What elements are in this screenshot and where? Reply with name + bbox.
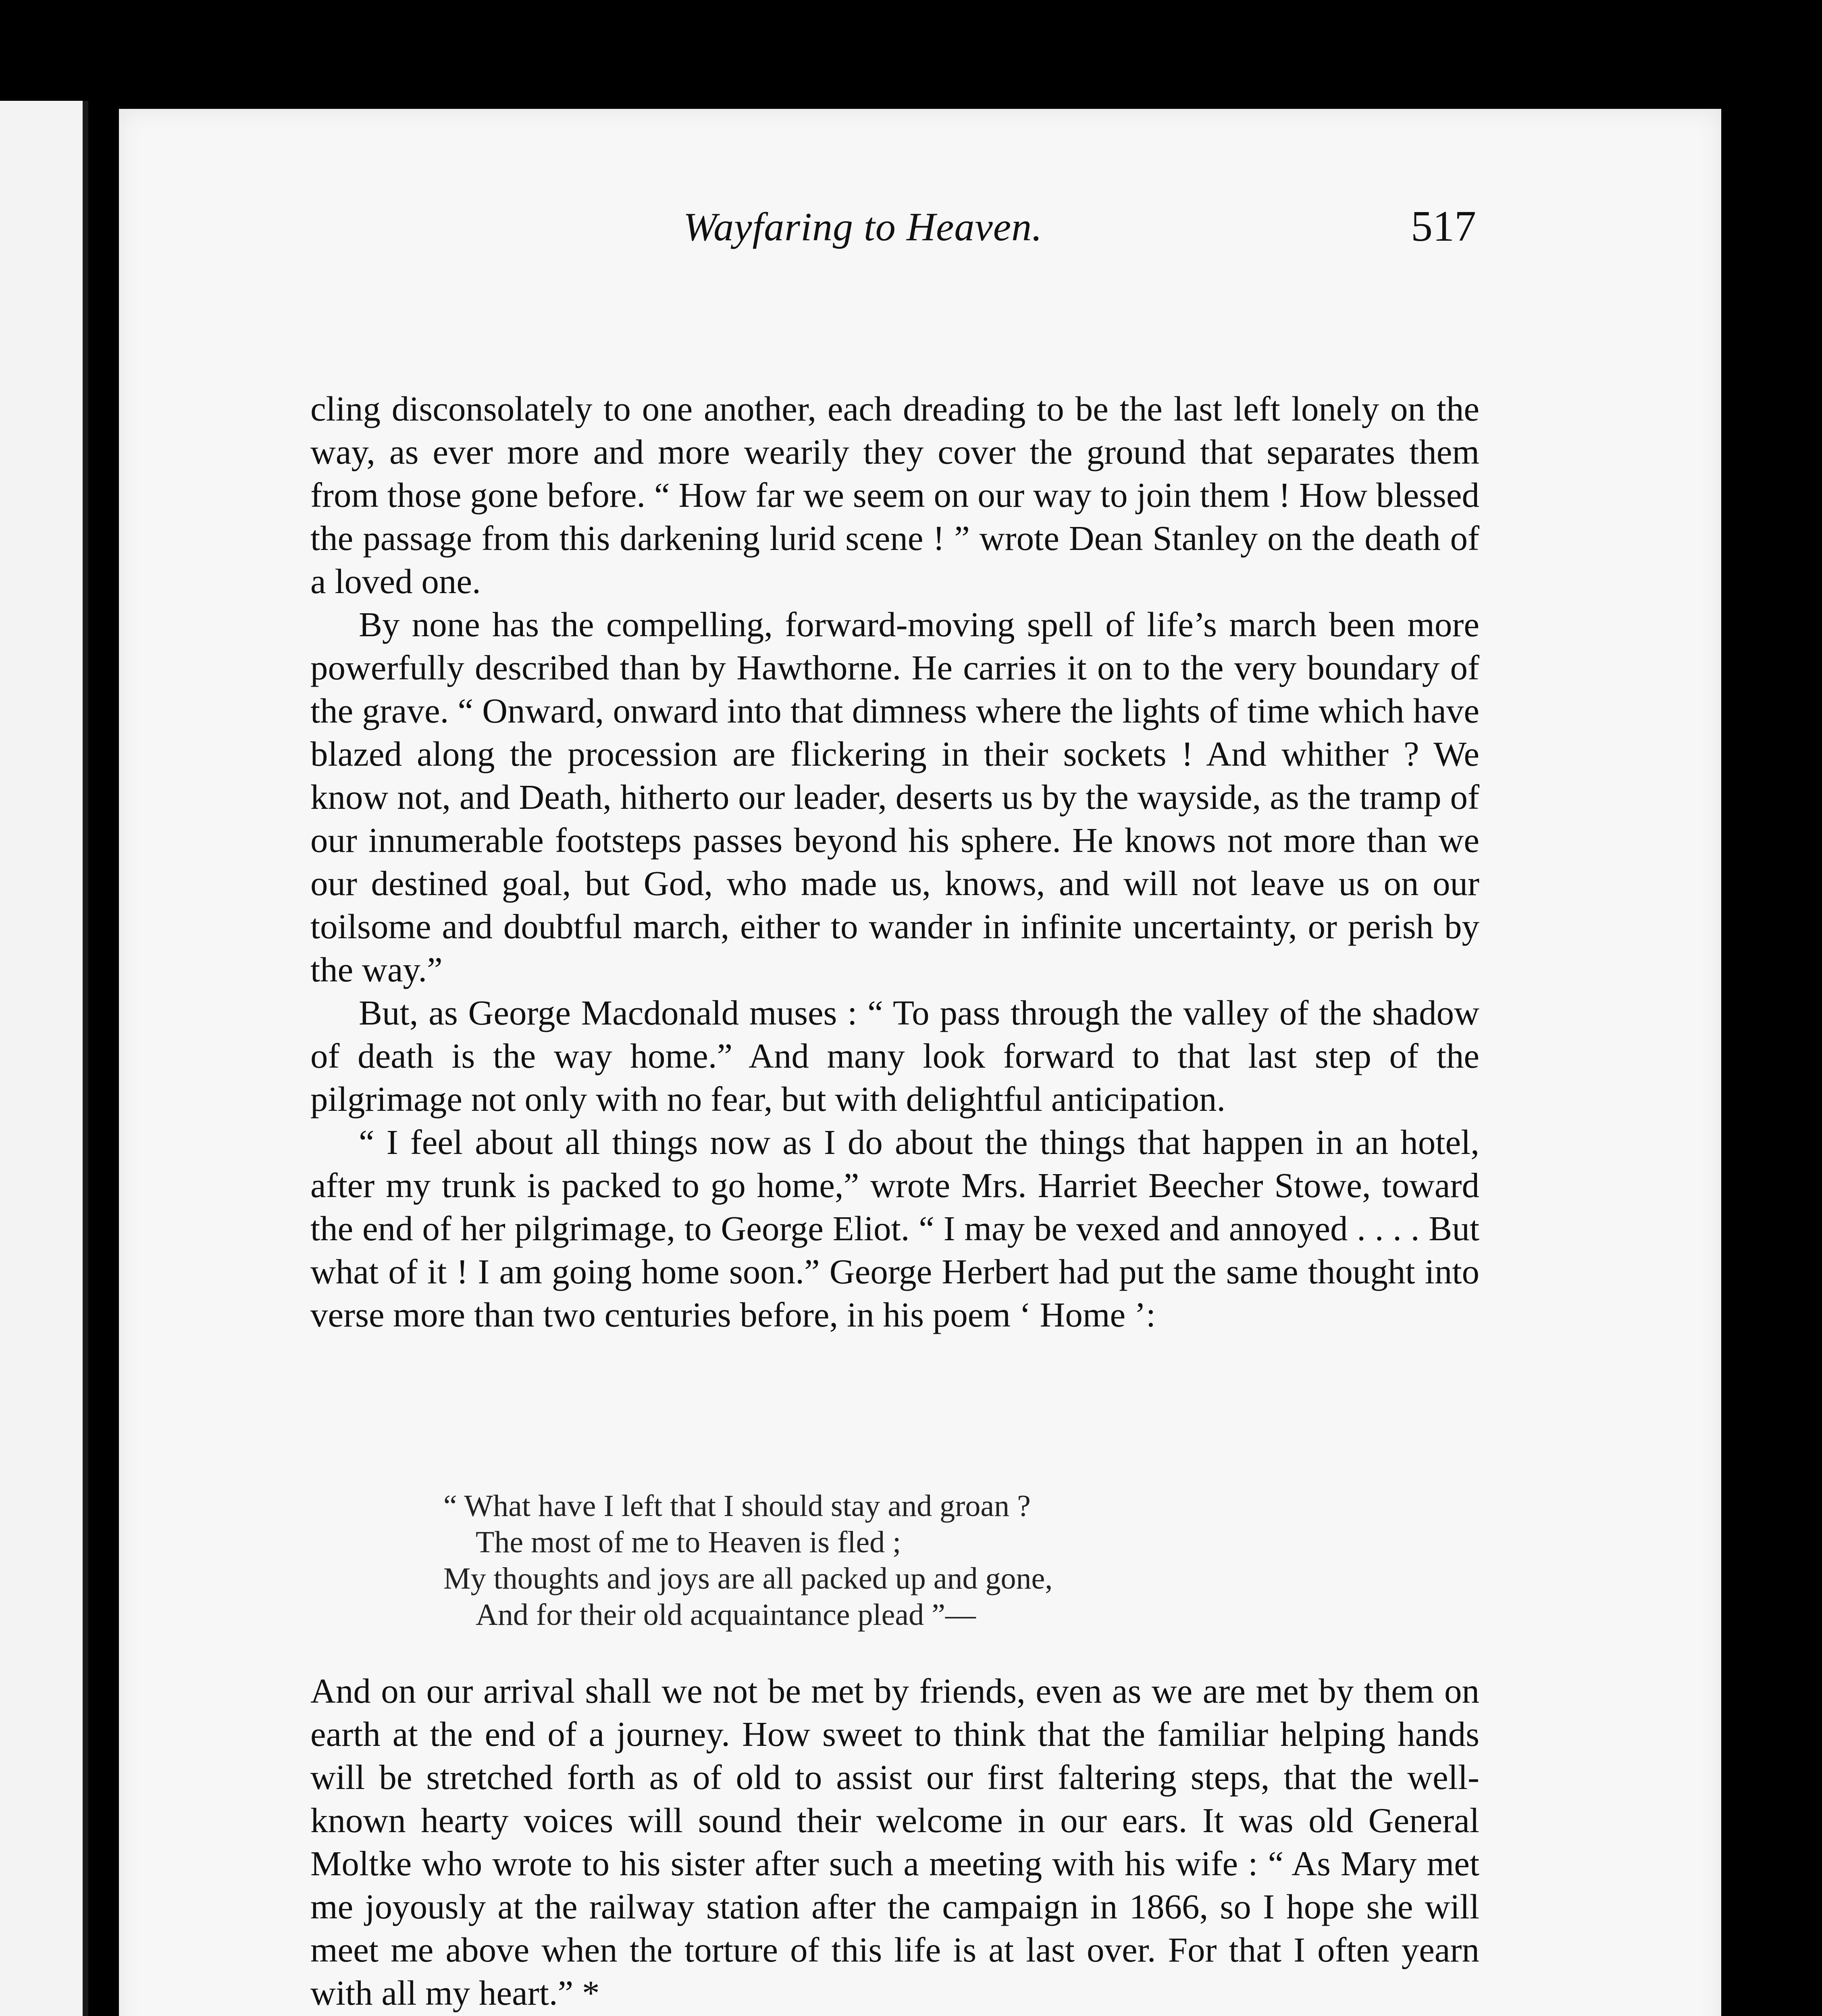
running-title: Wayfaring to Heaven. <box>683 204 1043 249</box>
paragraph: cling disconsolately to one another, each dreading to be the last left lonely on the way, as ever more and more wearily they cover the ground that separates them from those gone before. “ How far we seem on our way to join them ! How blessed the passage from this darkening lurid scene ! ” wrote Dean Stanley on the death of a loved one. <box>310 389 1479 601</box>
paragraph <box>310 2014 1479 2016</box>
previous-page-edge <box>0 101 88 2016</box>
paragraph: By none has the compelling, forward-moving spell of life’s march been more powerfully described than by Hawthorne. He carries it on to the very boundary of the grave. “ Onward, onward into that dimness where the lights of time which have blazed along the procession are flickering in their sockets ! And whither ? We know not, and Death, hitherto our leader, deserts us by the wayside, as the tramp of our innumerable footsteps passes beyond his sphere. He knows not more than we our destined goal, but God, who made us, knows, and will not leave us on our toilsome and doubtful march, either to wander in infinite uncertainty, or perish by the way.” <box>310 605 1479 989</box>
poem-line: My thoughts and joys are all packed up and gone, <box>443 1562 1053 1595</box>
paragraph: But, as George Macdonald muses : “ To pass through the valley of the shadow of death is the way home.” And many look forward to that last step of the pilgrimage not only with no fear, but with delightful anticipation. <box>310 993 1479 1118</box>
paragraph: “ I feel about all things now as I do about the things that happen in an hotel, after my trunk is packed to go home,” wrote Mrs. Harriet Beecher Stowe, toward the end of her pilgrimage, to George Eliot. “ I may be vexed and annoyed . . . . But what of it ! I am going home soon.” George Herbert had put the same thought into verse more than two centuries before, in his poem ‘ Home ’: <box>310 1123 1479 1334</box>
poem-quote <box>443 1488 1371 1633</box>
text-block-bottom <box>310 1669 1479 2016</box>
poem-line: The most of me to Heaven is fled ; <box>476 1525 901 1559</box>
page-number: 517 <box>1411 202 1476 250</box>
poem-line: “ What have I left that I should stay and groan ? <box>443 1489 1031 1523</box>
poem-line: And for their old acquaintance plead ”— <box>476 1598 976 1632</box>
text-block-top <box>310 387 1479 1336</box>
paragraph: And on our arrival shall we not be met by friends, even as we are met by them on earth at the end of a journey. How sweet to think that the familiar helping hands will be stretched forth as of old to assist our first faltering steps, that the well-known hearty voices will sound their welcome in our ears. It was old General Moltke who wrote to his sister after such a meeting with his wife : “ As Mary met me joyously at the railway station after the campaign in 1866, so I hope she will meet me above when the torture of this life is at last over. For that I often yearn with all my heart.” * <box>310 1671 1479 2012</box>
